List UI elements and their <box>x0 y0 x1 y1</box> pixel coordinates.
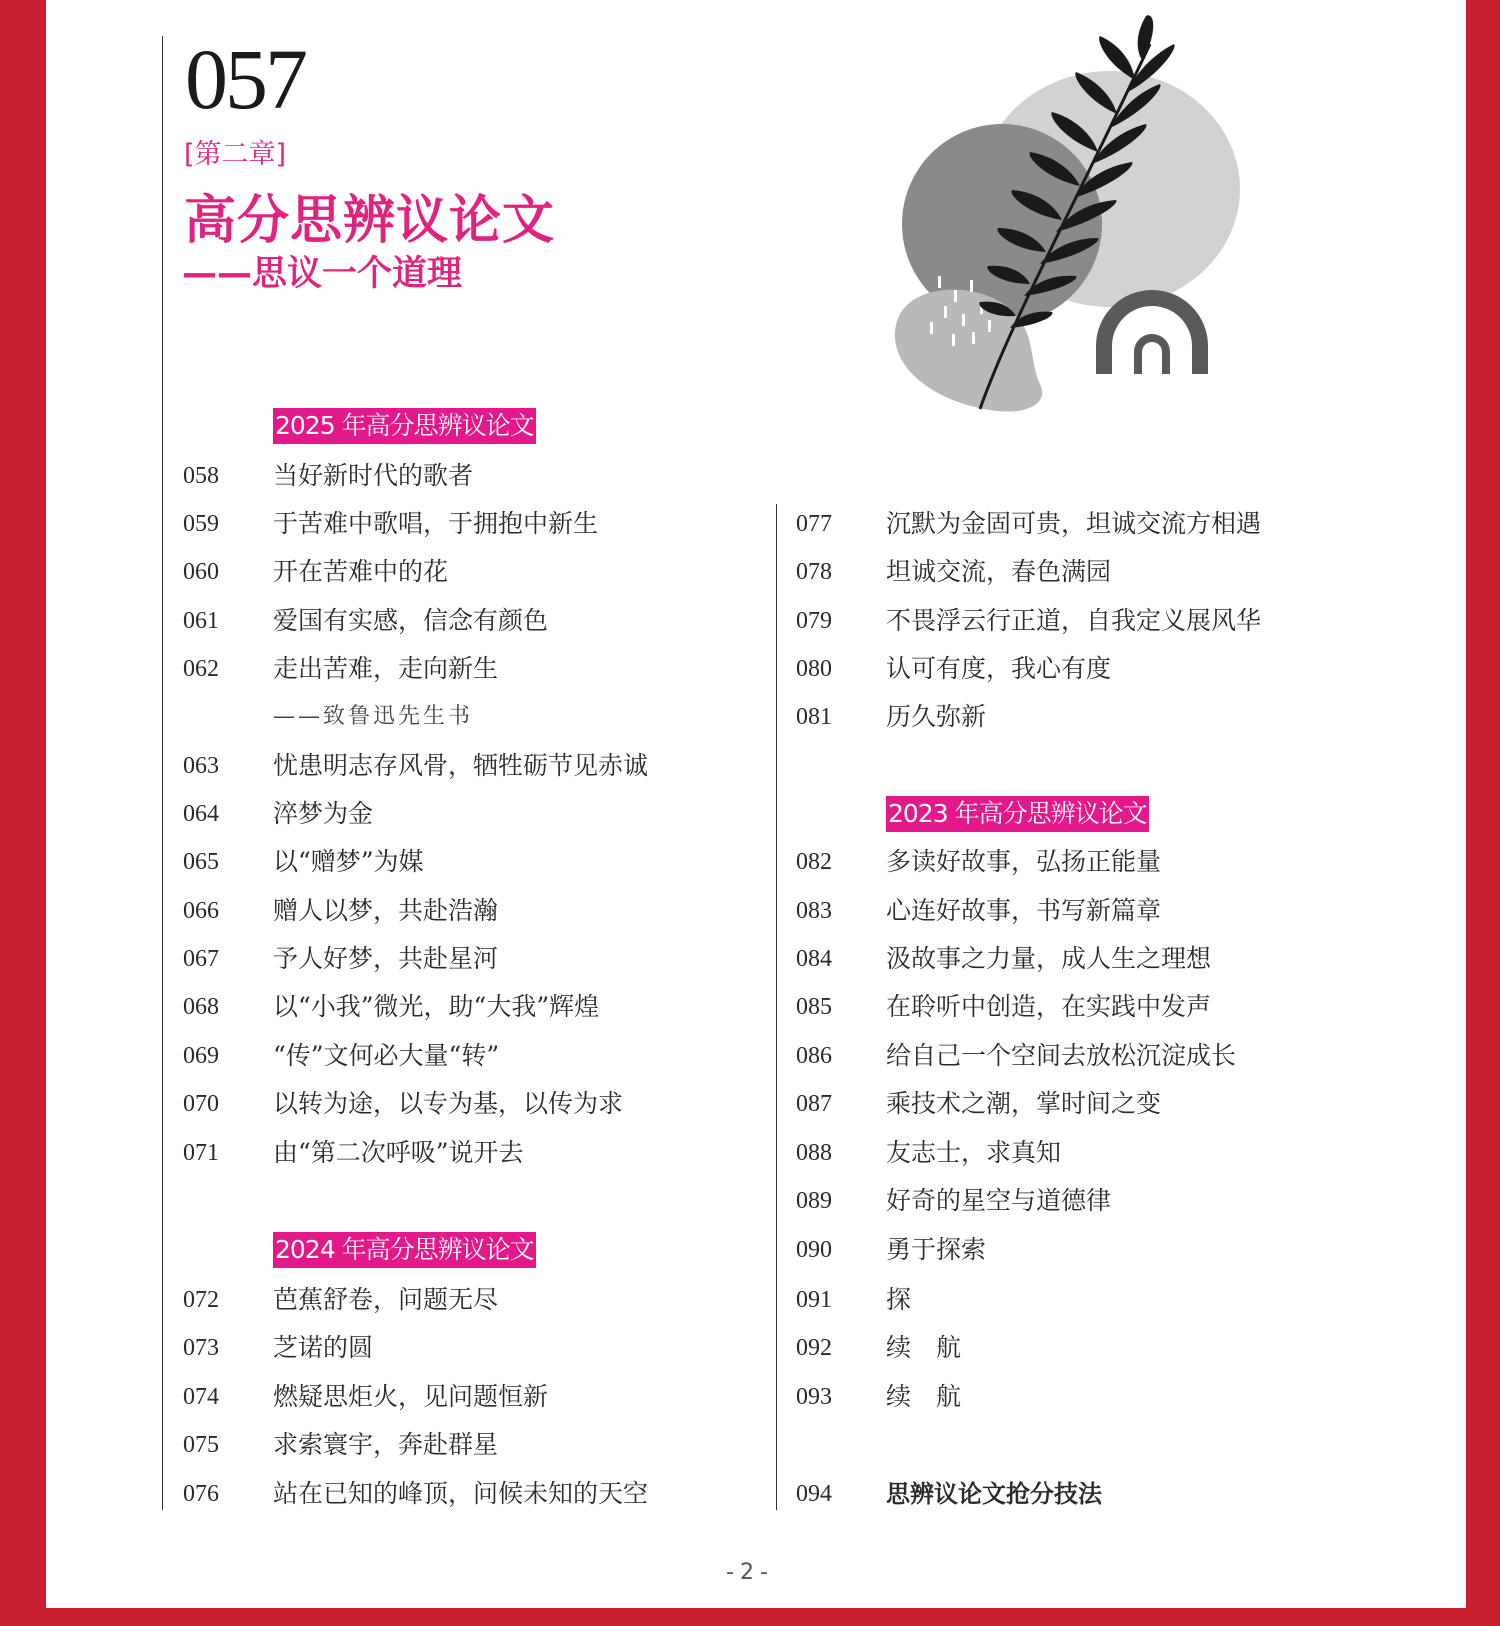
entry-title: 燃疑思炬火，见问题恒新 <box>273 1382 549 1411</box>
entry-title: 由“第二次呼吸”说开去 <box>273 1138 524 1167</box>
entry-number: 063 <box>183 753 219 779</box>
entry-number: 065 <box>183 849 219 875</box>
entry-number: 085 <box>796 994 832 1020</box>
entry-title: 续 航 <box>886 1382 962 1411</box>
entry-title: 历久弥新 <box>886 702 987 731</box>
entry-number: 067 <box>183 946 219 972</box>
entry-title: 坦诚交流，春色满园 <box>886 557 1112 586</box>
entry-number: 078 <box>796 559 832 585</box>
entry-title: 沉默为金固可贵，坦诚交流方相遇 <box>886 509 1262 538</box>
section-header-2023: 2023 年高分思辨议论文 <box>886 796 1149 832</box>
entry-number: 076 <box>183 1481 219 1507</box>
entry-number: 094 <box>796 1481 832 1507</box>
entry-number: 079 <box>796 608 832 634</box>
entry-number: 060 <box>183 559 219 585</box>
entry-title: 予人好梦，共赴星河 <box>273 944 499 973</box>
entry-number: 081 <box>796 704 832 730</box>
entry-number: 069 <box>183 1043 219 1069</box>
entry-number: 070 <box>183 1091 219 1117</box>
entry-title: 当好新时代的歌者 <box>273 461 474 490</box>
entry-title: 忧患明志存风骨，牺牲砺节见赤诚 <box>273 751 649 780</box>
left-divider-line <box>162 36 163 1510</box>
entry-number: 061 <box>183 608 219 634</box>
leaf-illustration-icon <box>860 14 1290 454</box>
entry-number: 058 <box>183 463 219 489</box>
entry-title: 在聆听中创造，在实践中发声 <box>886 992 1212 1021</box>
entry-title: 认可有度，我心有度 <box>886 654 1112 683</box>
entry-number: 062 <box>183 656 219 682</box>
entry-title: 不畏浮云行正道，自我定义展风华 <box>886 606 1262 635</box>
entry-title: 探 <box>886 1285 912 1314</box>
chapter-title: 高分思辨议论文 <box>184 191 556 251</box>
entry-number: 059 <box>183 511 219 537</box>
entry-title: 勇于探索 <box>886 1235 987 1264</box>
center-divider-line <box>776 504 777 1510</box>
entry-title: 芝诺的圆 <box>273 1333 374 1362</box>
entry-title: 思辨议论文抢分技法 <box>886 1480 1102 1508</box>
entry-number: 064 <box>183 801 219 827</box>
section-header-2024: 2024 年高分思辨议论文 <box>273 1232 536 1268</box>
entry-number: 071 <box>183 1140 219 1166</box>
entry-title: 走出苦难，走向新生 <box>273 654 499 683</box>
entry-number: 089 <box>796 1188 832 1214</box>
entry-title: 芭蕉舒卷，问题无尽 <box>273 1285 499 1314</box>
entry-number: 093 <box>796 1384 832 1410</box>
entry-number: 077 <box>796 511 832 537</box>
entry-number: 072 <box>183 1287 219 1313</box>
entry-title: 给自己一个空间去放松沉淀成长 <box>886 1041 1237 1070</box>
entry-title: 于苦难中歌唱，于拥抱中新生 <box>273 509 599 538</box>
entry-title: 站在已知的峰顶，问候未知的天空 <box>273 1479 649 1508</box>
entry-title: “传”文何必大量“转” <box>273 1041 500 1070</box>
entry-number: 087 <box>796 1091 832 1117</box>
entry-number: 084 <box>796 946 832 972</box>
entry-number: 086 <box>796 1043 832 1069</box>
entry-number: 083 <box>796 898 832 924</box>
entry-title: 以“赠梦”为媒 <box>273 847 424 876</box>
entry-title: 乘技术之潮，掌时间之变 <box>886 1089 1162 1118</box>
entry-title: 心连好故事，书写新篇章 <box>886 896 1162 925</box>
entry-number: 080 <box>796 656 832 682</box>
entry-title: 好奇的星空与道德律 <box>886 1186 1112 1215</box>
chapter-number: 057 <box>185 31 305 127</box>
entry-number: 091 <box>796 1287 832 1313</box>
entry-title: 多读好故事，弘扬正能量 <box>886 847 1162 876</box>
entry-number: 088 <box>796 1140 832 1166</box>
entry-title: 以转为途，以专为基，以传为求 <box>273 1089 624 1118</box>
entry-title: 求索寰宇，奔赴群星 <box>273 1430 499 1459</box>
entry-number: 092 <box>796 1335 832 1361</box>
entry-number: 068 <box>183 994 219 1020</box>
entry-subtitle: ——致鲁迅先生书 <box>273 704 474 729</box>
entry-number: 073 <box>183 1335 219 1361</box>
entry-number: 082 <box>796 849 832 875</box>
entry-number: 066 <box>183 898 219 924</box>
entry-title: 汲故事之力量，成人生之理想 <box>886 944 1212 973</box>
entry-number: 090 <box>796 1237 832 1263</box>
entry-number: 074 <box>183 1384 219 1410</box>
page-number: -2- <box>726 1560 774 1585</box>
chapter-subtitle: ——思议一个道理 <box>182 254 463 294</box>
chapter-label: [第二章] <box>184 139 287 170</box>
entry-title: 开在苦难中的花 <box>273 557 449 586</box>
entry-title: 友志士，求真知 <box>886 1138 1062 1167</box>
entry-title: 爱国有实感，信念有颜色 <box>273 606 549 635</box>
entry-title: 赠人以梦，共赴浩瀚 <box>273 896 499 925</box>
entry-title: 以“小我”微光，助“大我”辉煌 <box>273 992 600 1021</box>
entry-number: 075 <box>183 1432 219 1458</box>
entry-title: 续 航 <box>886 1333 962 1362</box>
entry-title: 淬梦为金 <box>273 799 374 828</box>
section-header-2025: 2025 年高分思辨议论文 <box>273 408 536 444</box>
